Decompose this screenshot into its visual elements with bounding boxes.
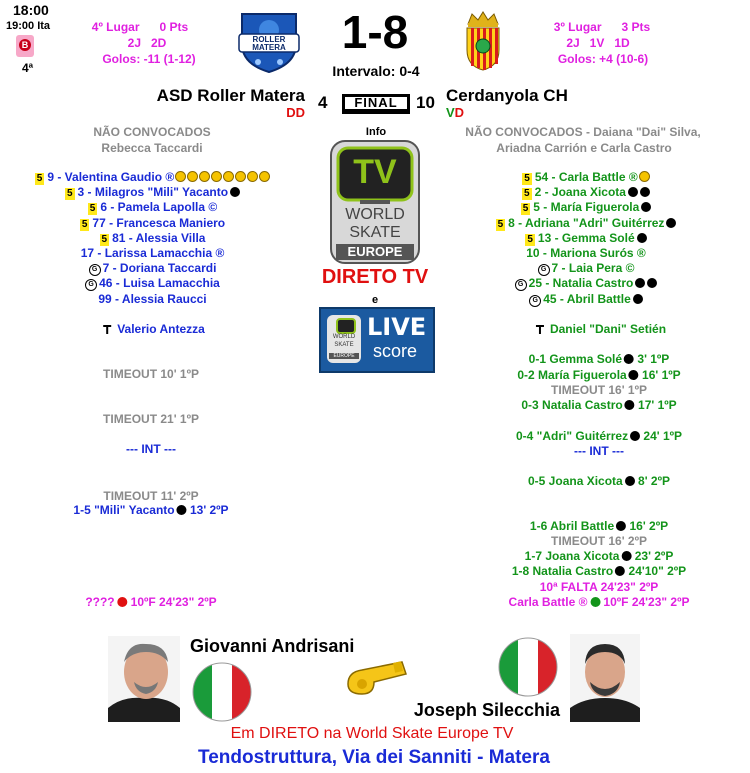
broadcast-label[interactable]: Em DIRETO na World Skate Europe TV [230,725,514,742]
starter-badge-icon: 5 [497,218,504,230]
player-name[interactable]: 13 - Gemma Solé [537,230,635,245]
player-row[interactable] [446,231,726,246]
player-row[interactable] [0,231,305,246]
tv-logo-text: TV [353,153,397,191]
event-time: 3' 1ºP [634,352,670,366]
away-coach-name: Daniel "Dani" Setién [549,322,667,336]
interval-score: Intervalo: 0-4 [332,63,420,79]
away-form-win: V [446,105,455,120]
goal-ball-icon [624,354,634,364]
info-link[interactable]: Info [365,126,387,138]
italy-flag-icon [498,637,558,697]
player-row[interactable] [0,261,305,276]
yellow-card-icon [259,171,270,182]
home-event-goal [73,503,228,517]
player-name[interactable]: 3 - Milagros "Mili" Yacanto [77,185,229,200]
player-row[interactable] [0,185,305,200]
event-text: 1-7 Joana Xicota [524,549,620,563]
away-standing-line3: Golos: +4 (10-6) [557,52,649,66]
away-event-goal [512,564,686,578]
player-name[interactable]: 46 - Luisa Lamacchia [99,276,220,291]
home-team-name[interactable]: ASD Roller Matera [156,86,305,105]
starter-badge-icon: 5 [527,233,533,245]
goal-ball-icon [625,400,635,410]
player-name[interactable]: 99 - Alessia Raucci [98,291,207,306]
event-time: 24'10" 2ºP [625,564,687,578]
venue-label: Tendostruttura, Via dei Sanniti - Matera [198,747,550,768]
home-standing-line3: Golos: -11 (1-12) [102,52,196,66]
home-event-timeout [103,489,198,503]
referee1-photo [108,636,180,722]
home-team-logo[interactable] [236,10,302,74]
home-team-form: DD [286,105,305,120]
tv-logo-world: WORLD [345,206,405,223]
home-coach-name: Valerio Antezza [117,322,205,336]
away-not-called-line1: NÃO CONVOCADOS - Daiana "Dai" Silva, [465,125,701,139]
player-row[interactable] [0,200,305,215]
referee2-photo [570,634,640,722]
direto-tv-label[interactable]: DIRETO TV [321,266,429,288]
referee2-name: Joseph Silecchia [413,700,560,720]
coach-icon [103,325,111,334]
goalkeeper-icon: G [538,264,550,276]
event-text: 0-2 María Figuerola [517,368,627,382]
goalkeeper-icon: G [529,295,541,307]
away-standing-line2: 2J 1V 1D [566,36,630,50]
goal-ball-icon [641,202,651,212]
starter-badge-icon: 5 [524,173,530,184]
away-not-called-line2: Ariadna Carrión e Carla Castro [496,141,672,155]
event-text: TIMEOUT 10' 1ºP [103,367,199,381]
home-roster [0,170,305,307]
away-roster [446,170,726,307]
away-event-goal [521,398,676,412]
ws-icon [336,318,356,334]
player-name[interactable]: 7 - Laia Pera © [551,261,635,276]
event-text: Carla Battle ® [508,595,588,609]
mini-skate: SKATE [334,342,354,348]
player-row[interactable] [446,216,726,231]
away-team-number: 10 [416,93,435,112]
yellow-card-icon [223,171,234,182]
player-name[interactable]: 17 - Larissa Lamacchia ® [80,246,225,261]
goalkeeper-icon: G [89,264,101,276]
mini-europe: EUROPE [329,353,359,359]
home-not-called-title: NÃO CONVOCADOS [93,125,211,139]
away-event-goal [525,549,674,563]
home-standing-line1: 4º Lugar 0 Pts [91,20,189,34]
event-text: 0-4 "Adri" Guitérrez [515,429,629,443]
away-event-goal [530,519,668,533]
away-team-name[interactable]: Cerdanyola CH [446,86,568,105]
home-event-timeout [103,412,199,426]
away-team-logo[interactable] [462,10,504,72]
event-text: TIMEOUT 16' 2ºP [551,534,647,548]
player-name[interactable]: 9 - Valentina Gaudio ® [47,170,175,184]
event-time: 13' 2ºP [186,503,229,517]
goal-ball-icon [647,278,657,288]
and-label: e [371,294,379,306]
yellow-card-icon [199,171,210,182]
player-row[interactable] [0,276,305,291]
referee1-name: Giovanni Andrisani [190,636,355,656]
goal-ball-icon [628,187,638,197]
event-text: 1-6 Abril Battle [529,519,615,533]
mini-world: WORLD [332,334,356,340]
player-row[interactable] [0,170,305,185]
home-event-timeout [103,367,199,381]
event-time: 23' 2ºP [631,549,674,563]
event-time: 17' 1ºP [634,398,677,412]
penalty-goal-icon [590,597,600,607]
player-row[interactable] [0,292,305,307]
starter-badge-icon: 5 [66,188,73,200]
away-event-pen [509,595,690,609]
event-time: 16' 2ºP [626,519,669,533]
event-time: 16' 1ºP [638,368,681,382]
player-row[interactable] [446,292,726,307]
event-text: TIMEOUT 16' 1ºP [551,383,647,397]
away-standing-line1: 3º Lugar 3 Pts [553,20,651,34]
round-number: 4ª [22,61,34,75]
final-score: 1-8 [341,6,409,58]
event-text: ???? [85,595,115,609]
player-row[interactable] [0,246,305,261]
event-text: TIMEOUT 21' 1ºP [103,412,199,426]
player-name[interactable]: 54 - Carla Battle ® [534,170,638,184]
home-event-pen [85,595,216,609]
event-text: 1-5 "Mili" Yacanto [73,503,175,517]
player-row[interactable] [446,200,726,215]
player-row[interactable] [0,216,305,231]
italy-flag-icon [192,662,252,722]
goal-ball-icon [230,187,240,197]
event-time: 10ºF 24'23" 2ºP [130,595,217,609]
yellow-card-icon [235,171,246,182]
status-label: FINAL [345,97,407,109]
goal-ball-icon [630,431,640,441]
away-event-goal [529,352,670,366]
player-name[interactable]: 25 - Natalia Castro [528,276,634,291]
yellow-card-icon [187,171,198,182]
event-text: 0-1 Gemma Solé [528,352,623,366]
away-coach [536,322,666,336]
yellow-card-icon [211,171,222,182]
player-row[interactable] [446,185,726,200]
svg-text:ROLLER: ROLLER [252,35,286,44]
live-label: LIVE [367,313,427,341]
match-time: 18:00 [13,2,49,18]
yellow-card-icon [175,171,186,182]
event-text: 10ª FALTA 24'23" 2ºP [539,580,659,594]
goalkeeper-icon: G [515,279,527,291]
away-event-goal [516,429,682,443]
svg-text:MATERA: MATERA [252,43,286,52]
starter-badge-icon: 5 [522,203,529,215]
starter-badge-icon: 5 [36,173,43,184]
live-score-logo[interactable] [319,307,435,373]
home-event-int [126,442,176,456]
event-text: --- INT --- [126,442,176,456]
player-name[interactable]: 2 - Joana Xicota [534,185,626,200]
player-name[interactable]: 6 - Pamela Lapolla © [100,200,218,215]
event-text: 0-3 Natalia Castro [521,398,623,412]
home-not-called-list: Rebecca Taccardi [101,141,203,155]
local-time: 19:00 Ita [6,20,51,32]
starter-badge-icon: 5 [81,218,88,230]
away-event-foul [540,580,659,594]
player-row[interactable] [446,170,726,185]
goal-ball-icon [633,294,643,304]
goal-ball-icon [625,476,635,486]
tv-logo-skate: SKATE [349,224,401,241]
away-event-timeout [551,534,647,548]
away-event-goal [528,474,670,488]
goal-ball-icon [177,505,187,515]
starter-badge-icon: 5 [524,188,530,200]
player-row[interactable] [446,261,726,276]
home-standing-line2: 2J 2D [127,36,167,50]
penalty-miss-icon [118,597,128,607]
goal-ball-icon [637,233,647,243]
away-event-timeout [551,383,647,397]
goal-ball-icon [640,187,650,197]
player-name[interactable]: 8 - Adriana "Adri" Guitérrez [508,215,665,230]
event-time: 24' 1ºP [640,429,683,443]
goal-ball-icon [629,370,639,380]
event-text: --- INT --- [574,444,624,458]
player-name[interactable]: 7 - Doriana Taccardi [102,261,217,276]
player-name[interactable]: 45 - Abril Battle [543,291,631,306]
yellow-card-icon [639,171,650,182]
status-badge [342,94,410,114]
home-coach [103,322,205,336]
goal-ball-icon [615,566,625,576]
goal-ball-icon [616,521,626,531]
player-name[interactable]: 5 - María Figuerola [533,200,640,215]
event-time: 10ºF 24'23" 2ºP [603,595,690,609]
player-name[interactable]: 77 - Francesca Maniero [92,215,226,230]
player-row[interactable] [446,276,726,291]
away-event-int [574,444,624,458]
away-event-goal [517,368,680,382]
player-row[interactable] [446,246,726,261]
yellow-card-icon [247,171,258,182]
goal-ball-icon [621,551,631,561]
away-team-form [446,105,464,120]
starter-badge-icon: 5 [101,233,108,245]
score-label: score [373,341,418,361]
live-score-mini-logo [327,315,361,363]
goal-ball-icon [635,278,645,288]
whistle-icon [344,658,410,698]
round-badge-letter: B [19,39,31,51]
coach-icon [536,325,544,334]
home-team-number: 4 [318,93,328,112]
player-name[interactable]: 10 - Mariona Surós ® [526,246,646,261]
goal-ball-icon [666,218,676,228]
world-skate-tv-logo[interactable] [330,140,420,264]
round-badge-icon [16,35,34,57]
tv-logo-europe: EUROPE [347,244,403,259]
event-text: 0-5 Joana Xicota [528,474,623,488]
event-text: TIMEOUT 11' 2ºP [103,489,199,503]
event-time: 8' 2ºP [634,474,670,488]
player-name[interactable]: 81 - Alessia Villa [112,230,206,245]
away-form-draw: D [454,105,465,120]
starter-badge-icon: 5 [89,203,96,215]
event-text: 1-8 Natalia Castro [511,564,614,578]
goalkeeper-icon: G [85,279,97,291]
